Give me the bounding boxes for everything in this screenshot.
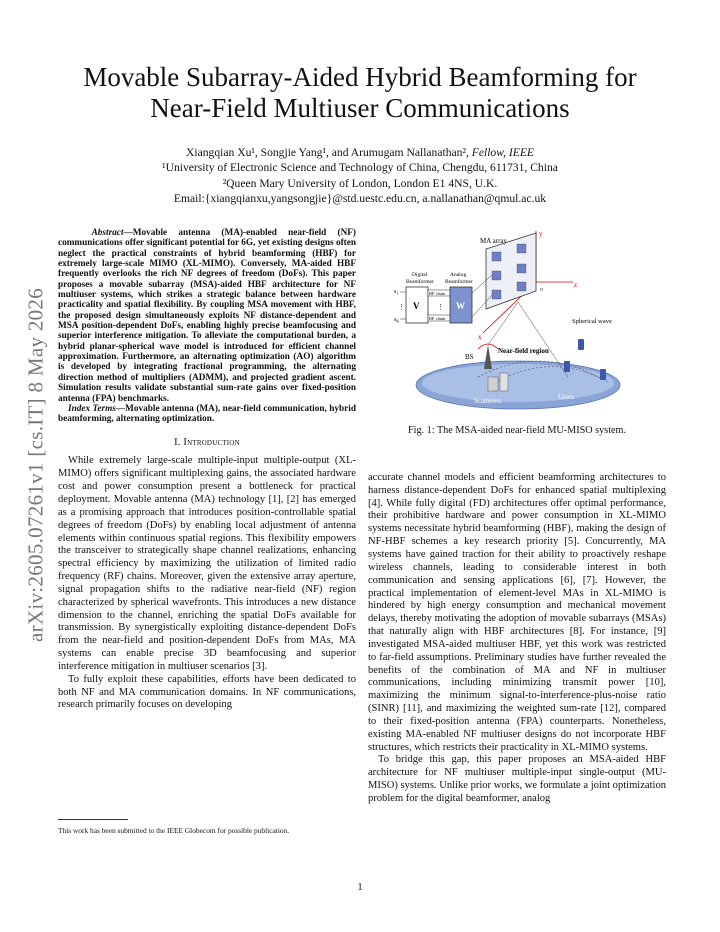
bs-tower	[484, 345, 492, 369]
stream-dots: ⋮	[398, 303, 405, 311]
ma-array-label: MA array	[480, 237, 508, 245]
spherical-wave-label: Spherical wave	[572, 318, 612, 325]
axis-x-label: x	[478, 333, 482, 341]
paragraph: While extremely large-scale multiple-input multiple-output (XL-MIMO) offers significant multiplexing gains, the associated hardware cost and power consumption present a bottleneck for practical deployment. Movable antenna (MA) technology [1], [2] has emerged as a promising approach that introduces position-controllable spatial degrees of freedom (DoFs) by enabling local adjustment of antenna elements within continuous spatial regions. This flexibility empowers the transceiver to strategically shape channel realizations, enhancing spectral efficiency by maximizing the utilization of limited radio frequency (RF) chains. Moreover, given the extensive array aperture, signal propagation shifts to the radiative near-field (NF) region characterized by spherical wavefronts. This introduces a new distance dimension to the channel, enriching the spatial DoFs available for transmission. By synergistically exploiting distance-dependent DoFs from the near-field and position-dependent DoFs from MAs, MA systems can enable precise 3D beamfocusing and superior interference mitigation in multiuser scenarios [3].	[58, 455, 356, 672]
index-terms-text: —Movable antenna (MA), near-field communication, hybrid beamforming, alternating optimization.	[58, 403, 356, 425]
origin-label: o	[540, 287, 543, 293]
left-column	[58, 228, 356, 712]
axis-y-label: y	[539, 230, 543, 238]
abstract-label: Abstract	[91, 228, 124, 238]
abstract-text: —Movable antenna (MA)-enabled near-field (NF) communications offer significant potential for 6G, yet existing designs often neglect the practical constraints of hybrid beamforming (HBF) for extremely large-scale MIMO (XL-MIMO). Conversely, MA-aided HBF frequently overlooks the rich NF degrees of freedom (DoFs). This paper proposes a movable subarray (MSA)-aided HBF architecture for NF multiuser systems, which strikes a strategic balance between hardware practicality and spatial flexibility. By coupling MSA movement with HBF, the proposed design simultaneously exploits NF distance-dependent and MSA position-dependent DoFs, enabling highly precise beamfocusing and superior interference mitigation. To alleviate the computational burden, a hybrid planar-spherical wave model is introduced for efficient channel approximation. Furthermore, an alternating optimization (AO) algorithm is developed by integrating fractional programming, the alternating direction method of multipliers (ADMM), and projected gradient ascent. Simulation results validate substantial sum-rate gains over fixed-position antenna (FPA) benchmarks.	[58, 228, 357, 404]
affiliation-2: ²Queen Mary University of London, London E1 4NS, U.K.	[222, 176, 498, 190]
paper-title	[0, 62, 720, 124]
abstract	[58, 228, 356, 404]
paragraph: accurate channel models and efficient beamforming architectures to harness distance-dependent DoFs for enhanced spatial multiplexing [4]. While fully digital (FD) architectures offer optimal performance, their prohibitive hardware and power consumption in XL-MIMO systems necessitate hybrid beamforming (HBF), making the design of NF-HBF schemes a key research priority [5]. Concurrently, MA systems have gained traction for their ability to proactively reshape wireless channels, leading to considerable interest in both communication and sensing applications [6], [7]. However, the practical implementation of element-level MAs in XL-MIMO is hindered by high energy consumption and mechanical movement delays, thereby motivating the adoption of movable subarrays (MSAs) that naturally align with HBF architectures [8]. For instance, [9] investigated MSA-aided multiuser HBF, yet this work was restricted to far-field assumptions. Preliminary studies have further revealed the benefits of the combination of MA and NF in multiuser communications, including minimizing transmit power [10], maximizing the minimum signal-to-interference-plus-noise ratio (SINR) [11], and maximizing the weighted sum-rate [12], compared to their fixed-position antenna (FPA) counterparts. Nonetheless, existing MA-enabled NF multiuser designs do not incorporate HBF structures, which restricts their practicality in XL-MIMO systems.	[368, 471, 666, 753]
digital-label: Digital	[412, 272, 428, 278]
stream-s1: $s_1$	[394, 289, 399, 296]
subarray	[492, 271, 501, 280]
axis-z-label: z	[574, 281, 578, 289]
title-line-1: Movable Subarray-Aided Hybrid Beamforming for	[83, 62, 637, 92]
page-number: 1	[357, 882, 363, 893]
user-phone-icon	[600, 369, 606, 380]
subarray	[517, 282, 526, 291]
building-icon	[500, 373, 508, 391]
rf-chain-label: RF chain	[429, 291, 446, 296]
analog-label: Analog	[450, 272, 467, 278]
subarray	[517, 244, 526, 253]
arxiv-identifier-text: arXiv:2605.07261v1 [cs.IT] 8 May 2026	[23, 287, 48, 643]
user-phone-icon	[564, 361, 570, 372]
figure-caption: Fig. 1: The MSA-aided near-field MU-MISO system.	[407, 425, 627, 436]
index-terms-label: Index Terms	[68, 403, 116, 414]
section-numeral: I.	[174, 436, 181, 448]
subarray	[492, 290, 501, 299]
figure-1	[368, 227, 666, 417]
title-line-2: Near-Field Multiuser Communications	[150, 93, 570, 123]
paragraph: To bridge this gap, this paper proposes an MSA-aided HBF architecture for NF multiuser multiple-input single-output (MU-MISO) systems. Unlike prior works, we formulate a joint optimization problem for the digital beamformer, analog	[368, 754, 666, 804]
paragraph: To fully exploit these capabilities, efforts have been dedicated to both NF and MA communication domains. In NF communications, research primarily focuses on developing	[58, 673, 356, 711]
section-title: Introduction	[183, 436, 240, 448]
index-terms	[58, 404, 356, 425]
users-label: Users	[558, 393, 574, 401]
scatterers-label: Scatterers	[474, 397, 502, 405]
subarray	[517, 264, 526, 273]
author-names: Xiangqian Xu¹, Songjie Yang¹, and Arumugam Nallanathan², Fellow, IEEE	[186, 146, 534, 159]
near-field-label: Near-field region	[498, 347, 549, 355]
user-phone-icon	[578, 339, 584, 350]
rf-dots: ⋮	[437, 303, 444, 311]
fellow-title: Fellow, IEEE	[471, 146, 534, 159]
stream-sk: $s_K$	[394, 317, 400, 324]
v-label: V	[413, 301, 420, 311]
digital-beamformer-label: Beamformer	[406, 279, 434, 285]
bs-label: BS	[465, 353, 474, 361]
arxiv-identifier	[22, 255, 50, 675]
building-icon	[488, 377, 498, 391]
system-diagram	[368, 227, 666, 417]
right-column	[368, 227, 666, 806]
author-block	[0, 145, 720, 207]
analog-beamformer-label: Beamformer	[445, 279, 473, 285]
near-field-ellipse-inner	[422, 364, 614, 402]
subarray	[492, 252, 501, 261]
author-email: Email:{xiangqianxu,yangsongjie}@std.uestc.edu.cn, a.nallanathan@qmul.ac.uk	[173, 192, 547, 206]
footnote-rule	[58, 819, 128, 820]
w-label: W	[456, 301, 465, 311]
affiliation-1: ¹University of Electronic Science and Technology of China, Chengdu, 611731, China	[162, 161, 558, 175]
section-heading	[58, 437, 356, 450]
footnote: This work has been submitted to the IEEE Globecom for possible publication.	[58, 826, 290, 835]
rf-chain-label: RF chain	[429, 316, 446, 321]
